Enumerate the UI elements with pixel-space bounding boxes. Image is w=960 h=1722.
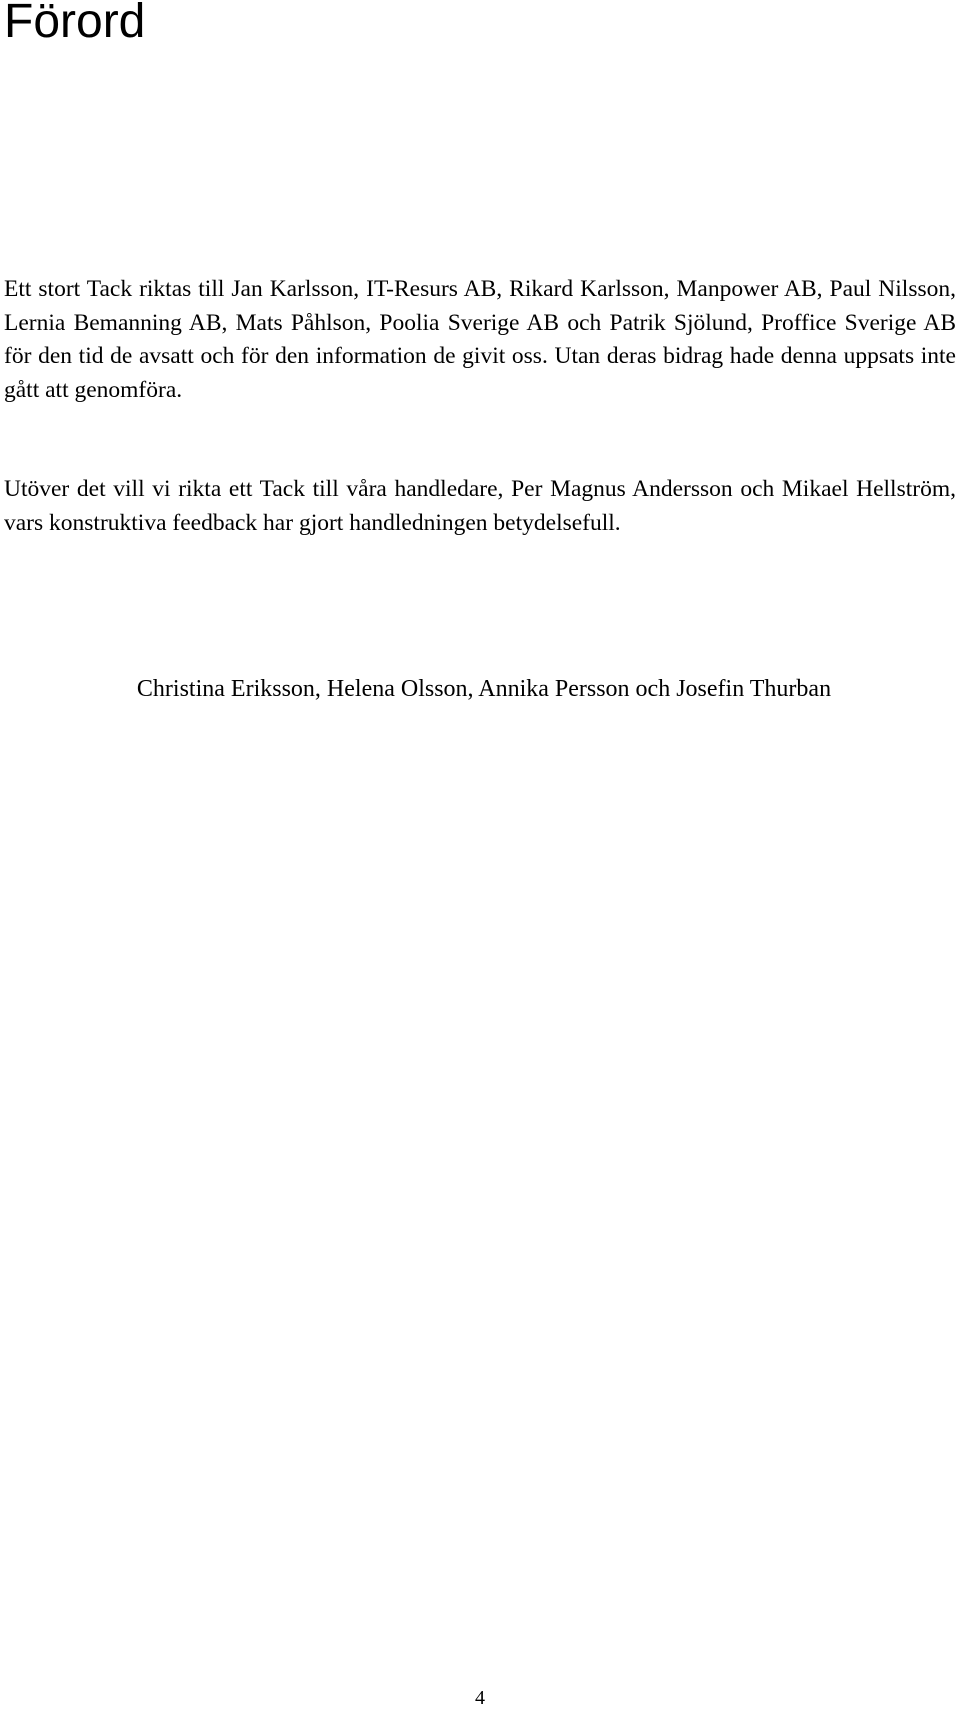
paragraph-acknowledgement: Ett stort Tack riktas till Jan Karlsson, IT-Resurs AB, Rikard Karlsson, Manpower AB, Paul Nilsson, Lernia Bemanning AB, Mats Påhlson, Poolia Sverige AB och Patrik Sjölund, Proffice Sverige AB för den tid de avsatt och för den information de givit oss. Utan deras bidrag hade denna uppsats inte gått att genomföra. — [4, 276, 956, 403]
authors-signature: Christina Eriksson, Helena Olsson, Annika Persson och Josefin Thurban — [136, 676, 832, 702]
page-number: 4 — [475, 1687, 485, 1709]
paragraph-supervisors: Utöver det vill vi rikta ett Tack till våra handledare, Per Magnus Andersson och Mikael Hellström, vars konstruktiva feedback har gjort handledningen betydelsefull. — [4, 476, 956, 536]
page-heading: Förord — [4, 0, 146, 48]
